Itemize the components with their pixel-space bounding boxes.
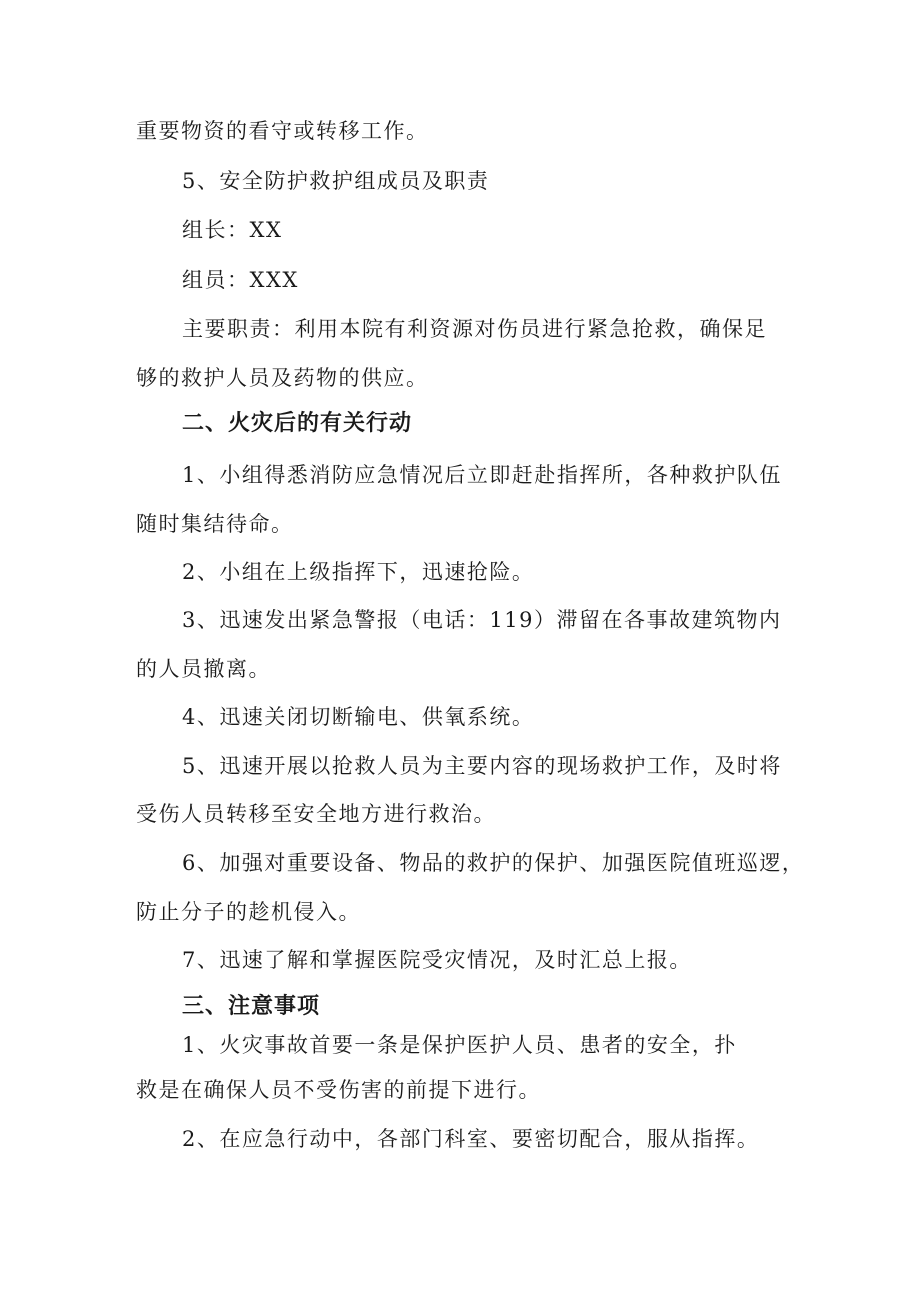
text-line: 重要物资的看守或转移工作。 <box>136 119 429 143</box>
text-line: 组长：XX <box>182 218 283 242</box>
text-line: 5、迅速开展以抢救人员为主要内容的现场救护工作，及时将 <box>182 754 782 778</box>
text-line: 3、迅速发出紧急警报（电话：119）滞留在各事故建筑物内 <box>182 608 782 632</box>
text-line: 随时集结待命。 <box>136 512 294 536</box>
section-heading: 二、火灾后的有关行动 <box>182 411 413 436</box>
text-line: 1、火灾事故首要一条是保护医护人员、患者的安全，扑 <box>182 1033 737 1057</box>
text-line: 够的救护人员及药物的供应。 <box>136 366 429 390</box>
text-line: 4、迅速关闭切断输电、供氧系统。 <box>182 705 535 729</box>
text-line: 救是在确保人员不受伤害的前提下进行。 <box>136 1078 541 1102</box>
text-line: 7、迅速了解和掌握医院受灾情况，及时汇总上报。 <box>182 948 692 972</box>
section-heading: 三、注意事项 <box>182 994 321 1019</box>
text-line: 6、加强对重要设备、物品的救护的保护、加强医院值班巡逻， <box>182 851 805 875</box>
text-line: 主要职责：利用本院有利资源对伤员进行紧急抢救，确保足 <box>182 317 767 341</box>
text-line: 的人员撤离。 <box>136 657 271 681</box>
subsection-title: 5、安全防护救护组成员及职责 <box>182 169 490 193</box>
text-line: 1、小组得悉消防应急情况后立即赶赴指挥所，各种救护队伍 <box>182 463 782 487</box>
text-line: 组员：XXX <box>182 268 299 292</box>
text-line: 防止分子的趁机侵入。 <box>136 900 361 924</box>
text-line: 受伤人员转移至安全地方进行救治。 <box>136 802 496 826</box>
text-line: 2、小组在上级指挥下，迅速抢险。 <box>182 560 535 584</box>
text-line: 2、在应急行动中，各部门科室、要密切配合，服从指挥。 <box>182 1127 760 1151</box>
